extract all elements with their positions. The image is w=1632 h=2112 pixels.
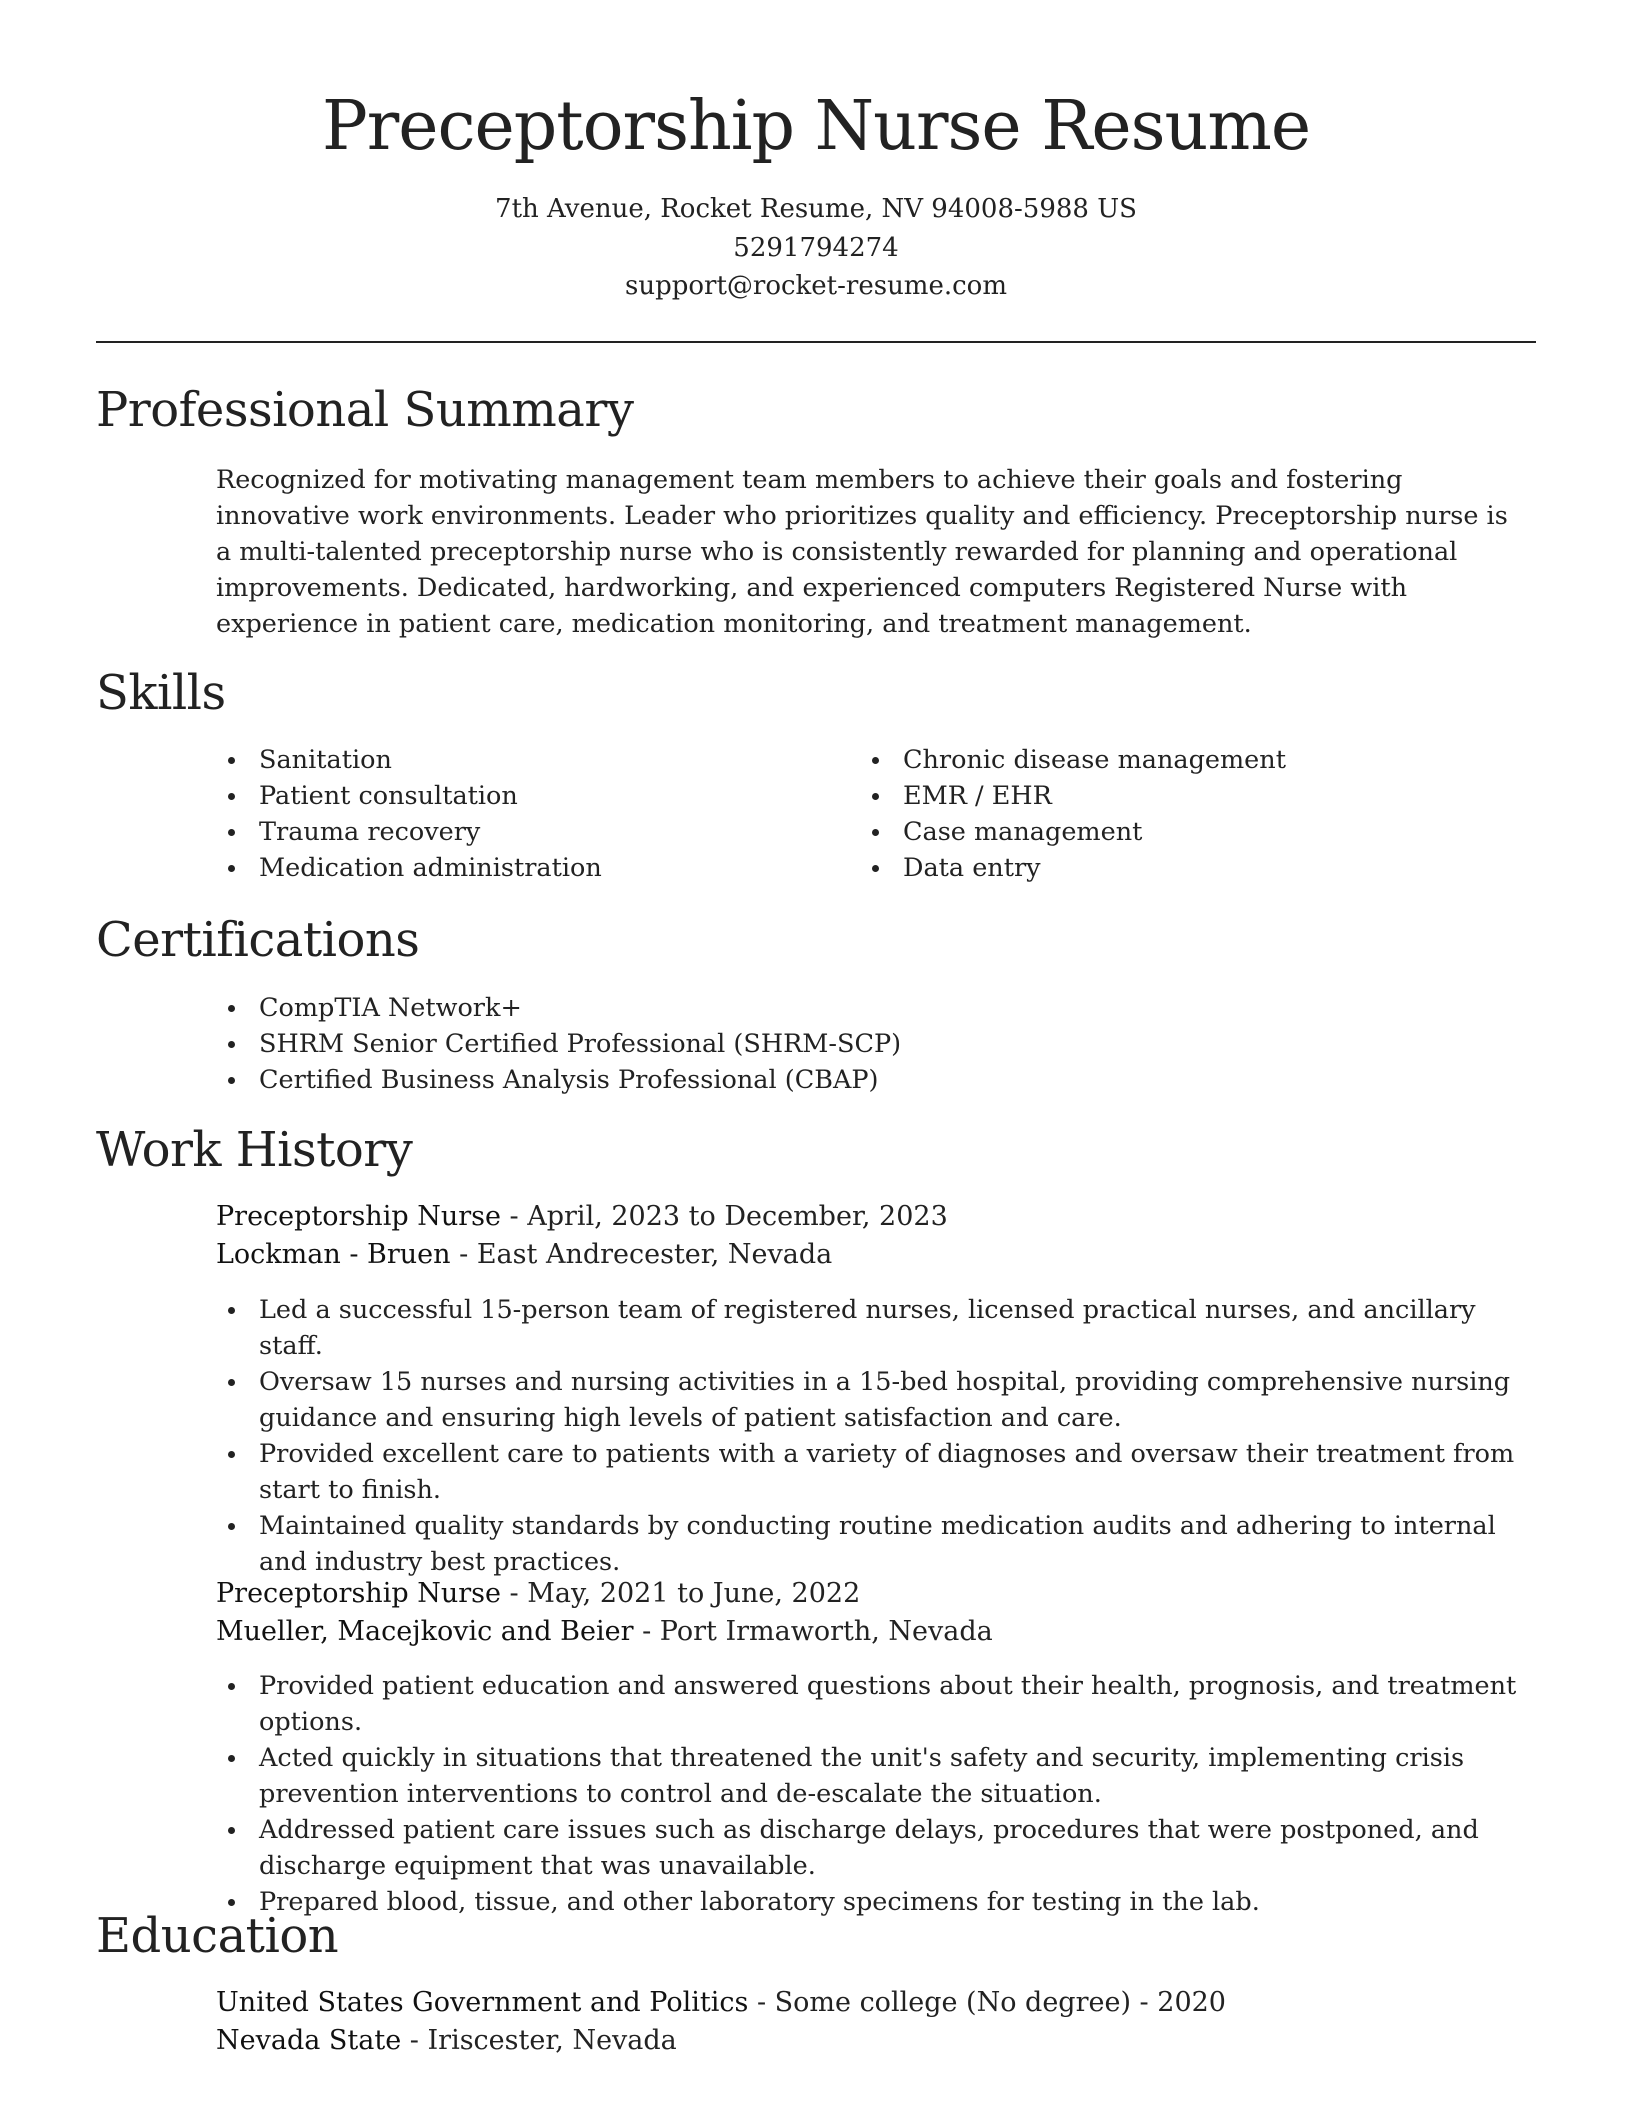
education-program-line [216,1984,1226,2022]
certifications-list [215,990,1515,1098]
job-company-line [216,1613,993,1651]
job-dates: - May, 2021 to June, 2022 [500,1578,861,1609]
job-title-line [216,1198,948,1236]
certification-item: SHRM Senior Certified Professional (SHRM-SCP) [215,1026,1515,1062]
contact-address: 7th Avenue, Rocket Resume, NV 94008-5988 US [495,194,1137,224]
job-bullets [215,1668,1525,1920]
skills-list-left [215,742,815,886]
job-bullet: Oversaw 15 nurses and nursing activities in a 15-bed hospital, providing comprehensive nursing guidance and ensuring high levels of patient satisfaction and care. [215,1364,1525,1436]
job-title: Preceptorship Nurse [216,1201,501,1232]
skill-item: Patient consultation [215,778,815,814]
skill-item: Medication administration [215,850,815,886]
job-dates: - April, 2023 to December, 2023 [500,1201,948,1232]
job-location: - East Andrecester, Nevada [450,1239,833,1270]
job-company: Mueller, Macejkovic and Beier [216,1616,634,1647]
skills-list-right [859,742,1499,886]
job-bullet: Provided patient education and answered questions about their health, prognosis, and treatment options. [215,1668,1525,1740]
skill-item: Data entry [859,850,1499,886]
header-divider [96,341,1536,343]
work-history-heading: Work History [96,1122,413,1178]
job-bullet: Provided excellent care to patients with a variety of diagnoses and oversaw their treatment from start to finish. [215,1436,1525,1508]
summary-heading: Professional Summary [96,382,634,438]
page-title: Preceptorship Nurse Resume [321,87,1311,166]
skill-item: Chronic disease management [859,742,1499,778]
certification-item: Certified Business Analysis Professional (CBAP) [215,1062,1515,1098]
job-company-line [216,1236,832,1274]
education-heading: Education [96,1908,339,1964]
job-title-line [216,1575,860,1613]
skill-item: EMR / EHR [859,778,1499,814]
education-program: United States Government and Politics [216,1987,749,2018]
job-bullet: Led a successful 15-person team of registered nurses, licensed practical nurses, and ancillary staff. [215,1292,1525,1364]
job-title: Preceptorship Nurse [216,1578,501,1609]
skill-item: Sanitation [215,742,815,778]
certifications-heading: Certifications [96,912,420,968]
job-bullet: Maintained quality standards by conducting routine medication audits and adhering to internal and industry best practices. [215,1508,1525,1580]
job-location: - Port Irmaworth, Nevada [633,1616,993,1647]
job-bullet: Prepared blood, tissue, and other laboratory specimens for testing in the lab. [215,1884,1525,1920]
education-degree: - Some college (No degree) - 2020 [748,1987,1226,2018]
job-bullet: Addressed patient care issues such as discharge delays, procedures that were postponed, and discharge equipment that was unavailable. [215,1812,1525,1884]
contact-phone: 5291794274 [733,233,899,263]
skill-item: Trauma recovery [215,814,815,850]
education-school-line [216,2022,677,2060]
education-school: Nevada State [216,2025,402,2056]
job-bullets [215,1292,1525,1580]
skills-heading: Skills [96,665,226,721]
contact-email: support@rocket-resume.com [624,271,1007,301]
summary-text: Recognized for motivating management team members to achieve their goals and fostering innovative work environments. Leader who prioritizes quality and efficiency. Preceptorship nurse is a multi-talented preceptorship nurse who is consistently rewarded for planning and operational improvements. Dedicated, hardworking, and experienced computers Registered Nurse with experience in patient care, medication monitoring, and treatment management. [216,465,1508,639]
job-bullet: Acted quickly in situations that threatened the unit's safety and security, implementing crisis prevention interventions to control and de-escalate the situation. [215,1740,1525,1812]
skill-item: Case management [859,814,1499,850]
job-company: Lockman - Bruen [216,1239,451,1270]
education-location: - Iriscester, Nevada [401,2025,677,2056]
certification-item: CompTIA Network+ [215,990,1515,1026]
